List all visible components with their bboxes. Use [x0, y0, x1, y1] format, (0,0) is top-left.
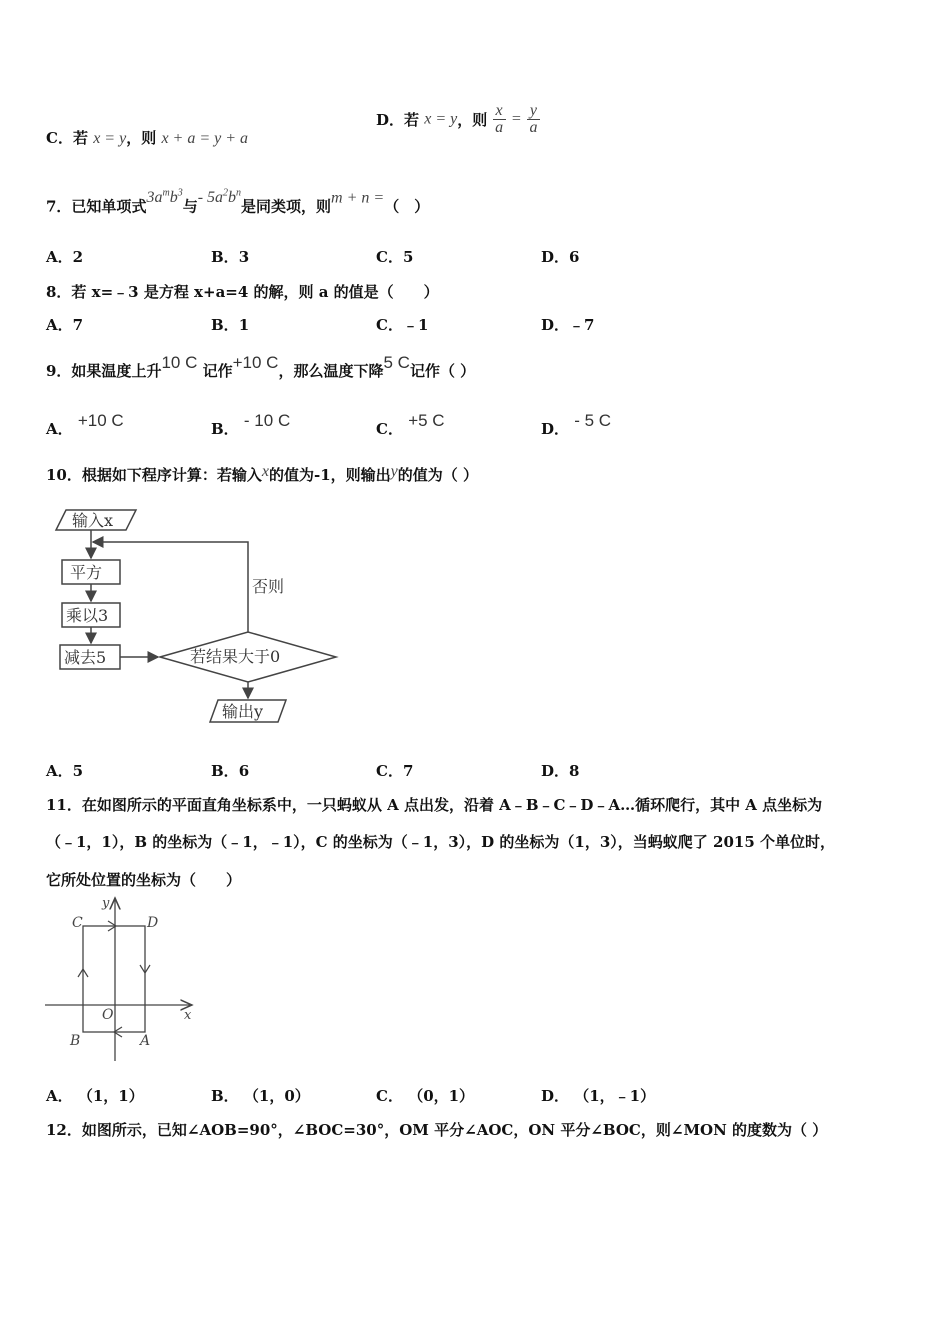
- q12-stem: 12．如图所示，已知∠AOB=90°，∠BOC=30°，OM 平分∠AOC，ON 平分∠BOC，则∠MON 的度数为（ ）: [46, 1121, 828, 1139]
- svg-text:O: O: [102, 1007, 114, 1023]
- q11-option-c[interactable]: C． （0，1）: [376, 1087, 475, 1105]
- q11-coordinate-figure: [40, 893, 205, 1063]
- q8-option-b[interactable]: B．1: [211, 316, 250, 334]
- q9-option-c[interactable]: C． +5 C: [376, 411, 445, 438]
- q11-stem-line2: （﹣1，1），B 的坐标为（﹣1，﹣1），C 的坐标为（﹣1，3），D 的坐标为（1，3），当蚂蚁爬了 2015 个单位时，: [46, 833, 835, 851]
- flow-input-label: 输入x: [72, 511, 114, 530]
- q11-stem-line1: 11．在如图所示的平面直角坐标系中，一只蚂蚁从 A 点出发，沿着 A﹣B﹣C﹣D﹣A…循环爬行，其中 A 点坐标为: [46, 796, 823, 814]
- ant-path-rectangle: [83, 926, 145, 1032]
- q7-stem: 7．已知单项式$3a^mb^3$与- $5a^2b^n$是同类项，则m + n =（ ）: [46, 188, 430, 216]
- svg-text:A: A: [140, 1033, 151, 1049]
- q10-flowchart: [40, 500, 350, 735]
- flow-output-label: 输出y: [222, 702, 264, 721]
- flow-else-label: 否则: [252, 577, 285, 596]
- q7-option-c[interactable]: C．5: [376, 248, 414, 266]
- svg-text:D: D: [147, 915, 159, 931]
- svg-text:x: x: [184, 1008, 192, 1023]
- q8-option-d[interactable]: D．﹣7: [541, 316, 595, 334]
- q9-option-d[interactable]: D． - 5 C: [541, 411, 612, 438]
- q10-option-b[interactable]: B．6: [211, 762, 250, 780]
- q8-option-a[interactable]: A．7: [46, 316, 84, 334]
- q7-option-a[interactable]: A．2: [46, 248, 84, 266]
- flow-condition-label: 若结果大于0: [190, 647, 281, 666]
- q8-option-c[interactable]: C．﹣1: [376, 316, 429, 334]
- fraction-x-over-a: $\frac{x}{a}$: [493, 103, 506, 136]
- fraction-y-over-a: $\frac{y}{a}$: [527, 103, 540, 136]
- q7-option-b[interactable]: B．3: [211, 248, 250, 266]
- q10-option-c[interactable]: C．7: [376, 762, 414, 780]
- q9-stem: 9．如果温度上升10 C 记作+10 C，那么温度下降5 C记作（ ）: [46, 353, 476, 380]
- q10-stem: 10．根据如下程序计算：若输入x的值为-1，则输出y的值为（ ）: [46, 463, 479, 484]
- q6-option-c[interactable]: C．若 x = y，则 x + a = y + a: [46, 129, 249, 147]
- q9-option-a[interactable]: A． +10 C: [46, 411, 124, 438]
- q11-option-d[interactable]: D． （1，﹣1）: [541, 1087, 656, 1105]
- q10-option-a[interactable]: A．5: [46, 762, 84, 780]
- flow-subtract-label: 减去5: [64, 648, 107, 667]
- q6-option-d[interactable]: D．若 x = y，则 $\frac{x}{a}$ = $\frac{y}{a}$: [376, 103, 540, 136]
- q11-option-a[interactable]: A． （1，1）: [46, 1087, 144, 1105]
- flow-square-label: 平方: [70, 563, 103, 582]
- q7-option-d[interactable]: D．6: [541, 248, 580, 266]
- svg-text:B: B: [70, 1033, 81, 1049]
- svg-text:y: y: [102, 896, 110, 911]
- q11-stem-line3: 它所处位置的坐标为（ ）: [46, 871, 242, 889]
- q10-option-d[interactable]: D．8: [541, 762, 580, 780]
- q8-stem: 8．若 x=﹣3 是方程 x+a=4 的解，则 a 的值是（ ）: [46, 283, 439, 301]
- q9-option-b[interactable]: B． - 10 C: [211, 411, 291, 438]
- q11-option-b[interactable]: B． （1，0）: [211, 1087, 310, 1105]
- svg-text:C: C: [72, 915, 83, 931]
- flow-multiply-label: 乘以3: [66, 606, 109, 625]
